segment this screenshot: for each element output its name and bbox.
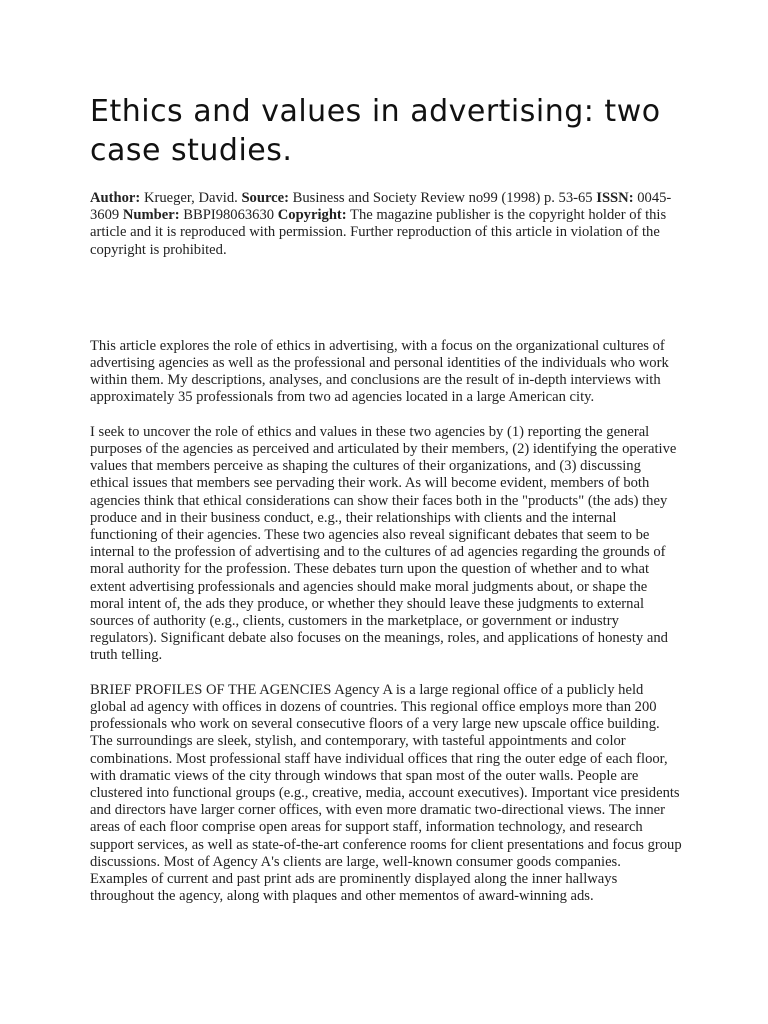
body-paragraph: BRIEF PROFILES OF THE AGENCIES Agency A is a large regional office of a publicly held global ad agency with offices in dozens of countries. This regional office employs more than 200 professionals who work on several consecutive floors of a very large new upscale office building. The surroundings are sleek, stylish, and contemporary, with tasteful appointments and color combinations. Most professional staff have individual offices that ring the outer edge of each floor, with dramatic views of the city through windows that span most of the outer walls. People are clustered into functional groups (e.g., creative, media, account executives). Important vice presidents and directors have larger corner offices, with even more dramatic two-directional views. The inner areas of each floor comprise open areas for support staff, information technology, and research support services, as well as state-of-the-art conference rooms for client presentations and focus group discussions. Most of Agency A's clients are large, well-known consumer goods companies. Examples of current and past print ads are prominently displayed along the inner hallways throughout the agency, along with plaques and other mementos of award-winning ads. bbox=[90, 681, 682, 905]
copyright-value: The magazine publisher is the copyright holder of this article and it is reproduced with permission. Further reproduction of this article in violation of the copyright is prohibited. bbox=[90, 207, 667, 258]
article-body bbox=[90, 338, 682, 906]
author-label: Author: bbox=[90, 190, 141, 206]
document-page bbox=[90, 92, 682, 923]
source-value: Business and Society Review no99 (1998) p. 53-65 bbox=[292, 190, 593, 206]
body-paragraph: This article explores the role of ethics in advertising, with a focus on the organizational cultures of advertising agencies as well as the professional and personal identities of the individuals who work within them. My descriptions, analyses, and conclusions are the result of in-depth interviews with approximately 35 professionals from two ad agencies located in a large American city. bbox=[90, 337, 669, 406]
issn-value: 0045-3609 bbox=[90, 190, 672, 224]
source-label: Source: bbox=[241, 190, 289, 206]
author-value: Krueger, David. bbox=[143, 190, 238, 206]
body-paragraph: I seek to uncover the role of ethics and values in these two agencies by (1) reporting the general purposes of the agencies as perceived and articulated by their members, (2) identifying the operative values that members perceive as shaping the cultures of their organizations, and (3) discussing ethical issues that members see pervading their work. As will become evident, members of both agencies think that ethical considerations can show their faces both in the "products" (the ads) they produce and in their business conduct, e.g., their relationships with clients and the internal functioning of their agencies. These two agencies also reveal significant debates that seem to be internal to the profession of advertising and to the cultures of ad agencies regarding the grounds of moral authority for the profession. These debates turn upon the question of whether and to what extent advertising professionals and agencies should make moral judgments about, or shape the moral intent of, the ads they produce, or whether they should leave these judgments to external sources of authority (e.g., clients, customers in the marketplace, or government or industry regulators). Significant debate also focuses on the meanings, roles, and applications of honesty and truth telling. bbox=[90, 423, 677, 664]
citation-block bbox=[90, 190, 682, 259]
copyright-label: Copyright: bbox=[277, 207, 347, 224]
number-value: BBPI98063630 bbox=[183, 207, 275, 224]
issn-label: ISSN: bbox=[596, 190, 634, 206]
document-title: Ethics and values in advertising: two case studies. bbox=[90, 94, 661, 168]
number-label: Number: bbox=[122, 207, 180, 224]
